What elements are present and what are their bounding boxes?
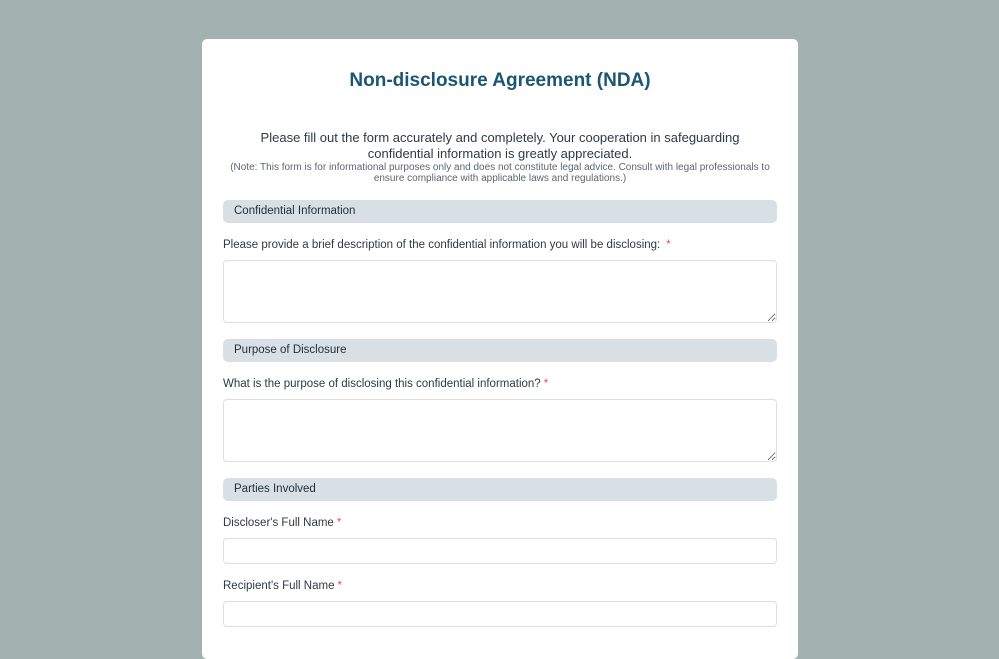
form-note: (Note: This form is for informational purposes only and does not constitute legal advice. Consult with legal professionals to ensure compliance with applicable laws and regulations.) — [230, 162, 770, 184]
label-text: Discloser's Full Name — [223, 517, 334, 529]
recipient-name-input[interactable] — [223, 601, 777, 627]
section-header-confidential-information: Confidential Information — [223, 200, 777, 223]
form-title: Non-disclosure Agreement (NDA) — [349, 70, 651, 91]
label-text: What is the purpose of disclosing this confidential information? — [223, 378, 541, 390]
required-marker: * — [543, 378, 549, 390]
field-label-disclosure-purpose — [223, 377, 777, 391]
required-marker: * — [336, 517, 342, 529]
disclosure-purpose-textarea[interactable] — [223, 399, 777, 462]
field-label-recipient-name — [223, 579, 777, 593]
required-marker: * — [337, 580, 342, 592]
discloser-name-input[interactable] — [223, 538, 777, 564]
label-text: Recipient's Full Name — [223, 580, 335, 592]
form-intro: Please fill out the form accurately and completely. Your cooperation in safeguarding confidential information is greatly appreciated. — [260, 130, 740, 161]
field-label-confidential-description — [223, 238, 777, 252]
confidential-description-textarea[interactable] — [223, 260, 777, 323]
required-marker: * — [666, 239, 671, 251]
section-header-parties-involved: Parties Involved — [223, 478, 777, 501]
field-label-discloser-name — [223, 516, 777, 530]
form-card — [202, 39, 798, 659]
section-header-purpose-of-disclosure: Purpose of Disclosure — [223, 339, 777, 362]
label-text: Please provide a brief description of the confidential information you will be disclosing: — [223, 239, 661, 251]
